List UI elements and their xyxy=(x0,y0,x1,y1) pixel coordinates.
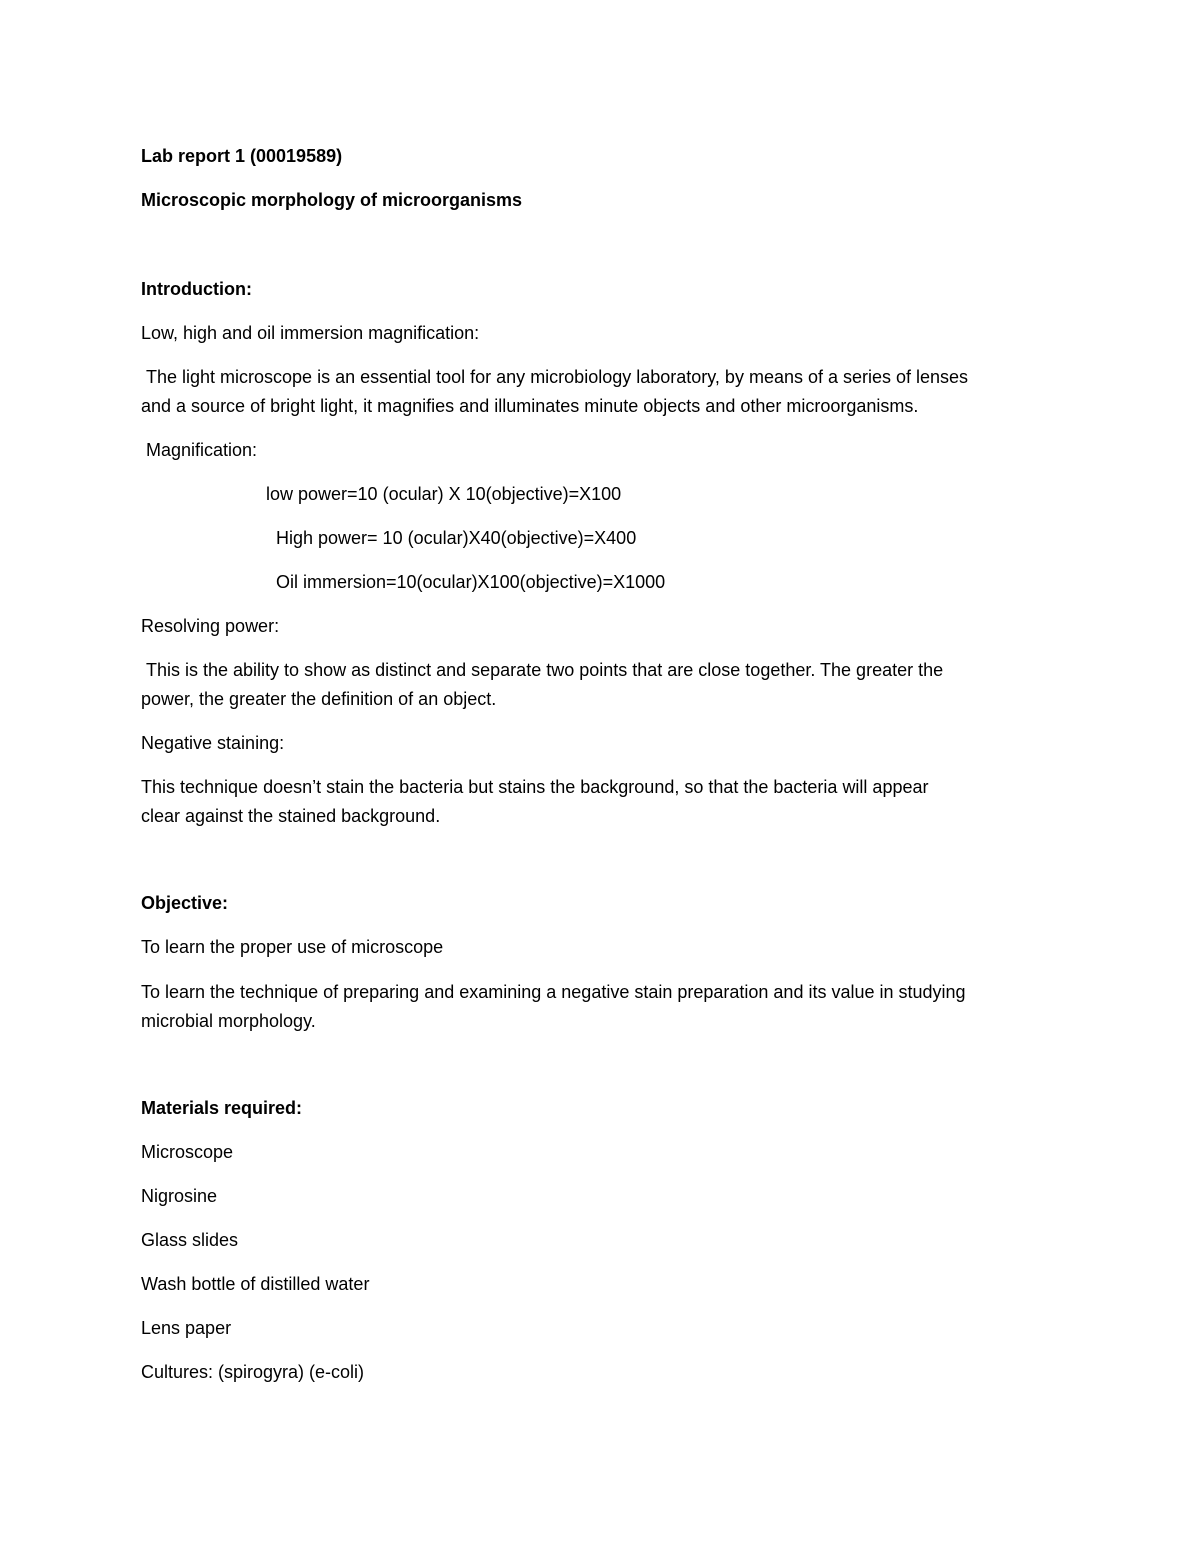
magnification-line-low: low power=10 (ocular) X 10(objective)=X100 xyxy=(266,484,622,504)
negative-para-line-2: clear against the stained background. xyxy=(141,806,441,826)
negative-para-line-1: This technique doesn’t stain the bacteria but stains the background, so that the bacteria will appear xyxy=(141,777,929,797)
introduction-heading: Introduction: xyxy=(141,279,252,299)
document-subtitle: Microscopic morphology of microorganisms xyxy=(141,190,523,210)
materials-item: Nigrosine xyxy=(141,1186,218,1206)
magnification-heading: Low, high and oil immersion magnification: xyxy=(141,323,480,343)
materials-item: Wash bottle of distilled water xyxy=(141,1274,370,1294)
resolving-para-line-2: power, the greater the definition of an object. xyxy=(141,689,497,709)
materials-heading: Materials required: xyxy=(141,1098,303,1118)
magnification-label: Magnification: xyxy=(146,440,258,460)
objective-heading: Objective: xyxy=(141,893,229,913)
document-title: Lab report 1 (00019589) xyxy=(141,146,343,166)
objective-item-2-line-2: microbial morphology. xyxy=(141,1011,316,1031)
magnification-line-oil: Oil immersion=10(ocular)X100(objective)=X1000 xyxy=(276,572,666,592)
magnification-line-high: High power= 10 (ocular)X40(objective)=X400 xyxy=(276,528,637,548)
objective-item-2-line-1: To learn the technique of preparing and examining a negative stain preparation and its value in studying xyxy=(141,982,966,1002)
resolving-para-line-1: This is the ability to show as distinct and separate two points that are close together. The greater the xyxy=(146,660,944,680)
negative-heading: Negative staining: xyxy=(141,733,285,753)
materials-item: Glass slides xyxy=(141,1230,239,1250)
microscope-para-line-1: The light microscope is an essential tool for any microbiology laboratory, by means of a series of lenses xyxy=(146,367,969,387)
materials-item: Cultures: (spirogyra) (e-coli) xyxy=(141,1362,365,1382)
objective-item-1: To learn the proper use of microscope xyxy=(141,937,444,957)
materials-item: Microscope xyxy=(141,1142,234,1162)
resolving-heading: Resolving power: xyxy=(141,616,280,636)
microscope-para-line-2: and a source of bright light, it magnifies and illuminates minute objects and other microorganisms. xyxy=(141,396,919,416)
materials-item: Lens paper xyxy=(141,1318,232,1338)
